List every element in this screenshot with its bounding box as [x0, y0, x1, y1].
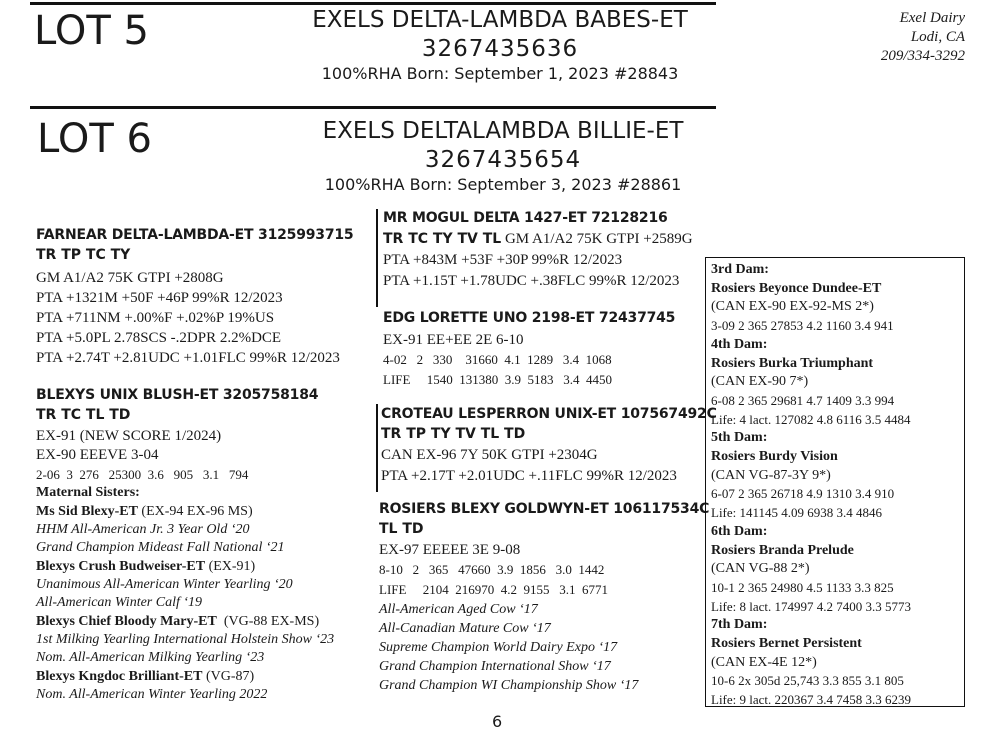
sister-name: Blexys Chief Bloody Mary-ET: [36, 614, 217, 629]
breeder-phone: 209/334-3292: [880, 48, 965, 64]
breeder-city: Lodi, CA: [910, 29, 965, 45]
dam-name: Rosiers Branda Prelude: [711, 542, 854, 558]
dam-codes: TR TC TL TD: [36, 407, 131, 423]
ggdam-record: LIFE 2104 216970 4.2 9155 3.1 6771: [379, 582, 608, 597]
ggdam-honor: Supreme Champion World Dairy Expo ‘17: [379, 640, 618, 655]
mgs2-block: [381, 404, 717, 487]
ggdam-honor: Grand Champion WI Championship Show ‘17: [379, 678, 639, 693]
lot6-registration: 3267435654: [424, 147, 582, 173]
ggdam-honor: All-Canadian Mature Cow ‘17: [379, 621, 551, 636]
lot5-born-line: 100%RHA Born: September 1, 2023 #28843: [321, 64, 679, 83]
lot5-number: LOT 5: [34, 8, 149, 54]
mgs2-line: PTA +2.17T +2.01UDC +.11FLC 99%R 12/2023: [381, 468, 677, 484]
dam-label: 7th Dam:: [711, 617, 768, 633]
lot6-born-line: 100%RHA Born: September 3, 2023 #28861: [324, 175, 682, 194]
dam-score: (CAN EX-90 EX-92-MS 2*): [711, 299, 874, 315]
sire-codes: TR TP TC TY: [36, 247, 131, 263]
maternal-sister: [36, 612, 334, 631]
ggdam-honor: Grand Champion International Show ‘17: [379, 659, 611, 674]
mgs2-codes: TR TP TY TV TL TD: [381, 426, 526, 442]
granddam-record: LIFE 1540 131380 3.9 5183 3.4 4450: [383, 372, 612, 387]
dam-score: (CAN EX-90 7*): [711, 374, 809, 390]
pedigree-bracket: [376, 404, 378, 492]
dam-record: 6-08 2 365 29681 4.7 1409 3.3 994: [711, 392, 895, 408]
dam-record: Life: 4 lact. 127082 4.8 6116 3.5 4484: [711, 411, 911, 427]
maternal-sister: [36, 557, 334, 576]
mgs-codes-line: [383, 228, 693, 250]
mgs-codes: TR TC TY TV TL: [383, 231, 502, 247]
breeder-info: [760, 9, 965, 66]
dam-name: Rosiers Burdy Vision: [711, 449, 838, 465]
mgs-block: [383, 208, 693, 292]
granddam-block: [383, 308, 675, 390]
dam-record: 2-06 3 276 25300 3.6 905 3.1 794: [36, 467, 249, 482]
dam-name: Rosiers Bernet Persistent: [711, 636, 862, 652]
dam-record: 3-09 2 365 27853 4.2 1160 3.4 941: [711, 318, 894, 334]
dam-name: BLEXYS UNIX BLUSH-ET 3205758184: [36, 387, 319, 403]
sister-note: All-American Winter Calf ‘19: [36, 595, 203, 610]
sister-note: HHM All-American Jr. 3 Year Old ‘20: [36, 522, 250, 537]
sister-note: 1st Milking Yearling International Holstein Show ‘23: [36, 632, 335, 647]
mgs2-name: CROTEAU LESPERRON UNIX-ET 107567492C: [381, 406, 717, 422]
dam-record: 6-07 2 365 26718 4.9 1310 3.4 910: [711, 486, 895, 502]
top-rule: [30, 2, 716, 5]
breeder-name: Exel Dairy: [899, 10, 965, 26]
lot5-registration: 3267435636: [421, 36, 579, 62]
sister-score: (VG-88 EX-MS): [216, 614, 320, 629]
ggdam-block: [379, 499, 709, 695]
ancestral-dams-box: [705, 257, 965, 707]
maternal-sister: [36, 667, 334, 686]
dam-label: 3rd Dam:: [711, 262, 769, 277]
dam-label: 5th Dam:: [711, 430, 768, 446]
granddam-record: 4-02 2 330 31660 4.1 1289 3.4 1068: [383, 352, 612, 367]
sister-score: (EX-94 EX-96 MS): [137, 504, 253, 519]
mgs2-line: CAN EX-96 7Y 50K GTPI +2304G: [381, 447, 598, 463]
dam-record: 10-1 2 365 24980 4.5 1133 3.3 825: [711, 579, 894, 595]
lot5-animal-name: EXELS DELTA-LAMBDA BABES-ET: [312, 7, 688, 33]
sister-name: Blexys Kngdoc Brilliant-ET: [36, 669, 203, 684]
sire-block: [36, 225, 353, 368]
sire-line: PTA +1321M +50F +46P 99%R 12/2023: [36, 290, 283, 306]
dam-score: (CAN EX-4E 12*): [711, 654, 817, 670]
dam-label: 4th Dam:: [711, 336, 768, 352]
dam-score: EX-91 (NEW SCORE 1/2024): [36, 428, 222, 444]
mgs-line: PTA +1.15T +1.78UDC +.38FLC 99%R 12/2023: [383, 273, 680, 289]
maternal-sisters-header: Maternal Sisters:: [36, 485, 140, 500]
dam-score: EX-90 EEEVE 3-04: [36, 447, 159, 463]
dam-label: 6th Dam:: [711, 523, 768, 539]
sire-line: GM A1/A2 75K GTPI +2808G: [36, 270, 224, 286]
dam-block: [36, 385, 334, 704]
dam-score: (CAN VG-87-3Y 9*): [711, 467, 831, 483]
sire-line: PTA +711NM +.00%F +.02%P 19%US: [36, 310, 275, 326]
mgs-genomic: GM A1/A2 75K GTPI +2589G: [501, 231, 693, 247]
sire-line: PTA +2.74T +2.81UDC +1.01FLC 99%R 12/2023: [36, 350, 340, 366]
maternal-sister: [36, 502, 334, 521]
ggdam-score: EX-97 EEEEE 3E 9-08: [379, 542, 521, 558]
ggdam-name: ROSIERS BLEXY GOLDWYN-ET 106117534C: [379, 501, 710, 517]
dam-record: Life: 9 lact. 220367 3.4 7458 3.3 6239: [711, 692, 912, 708]
sire-name: FARNEAR DELTA-LAMBDA-ET 3125993715: [36, 227, 354, 243]
lot6-number: LOT 6: [37, 116, 152, 162]
granddam-score: EX-91 EE+EE 2E 6-10: [383, 332, 524, 348]
pedigree-bracket: [376, 209, 378, 307]
mgs-line: PTA +843M +53F +30P 99%R 12/2023: [383, 252, 623, 268]
ggdam-record: 8-10 2 365 47660 3.9 1856 3.0 1442: [379, 562, 605, 577]
sister-note: Nom. All-American Milking Yearling ‘23: [36, 650, 265, 665]
granddam-name: EDG LORETTE UNO 2198-ET 72437745: [383, 310, 676, 326]
lot6-rule: [30, 106, 716, 109]
sister-name: Blexys Crush Budweiser-ET: [36, 559, 206, 574]
dam-name: Rosiers Burka Triumphant: [711, 355, 874, 371]
sister-note: Unanimous All-American Winter Yearling ‘20: [36, 577, 293, 592]
dam-score: (CAN VG-88 2*): [711, 561, 810, 577]
dam-record: Life: 8 lact. 174997 4.2 7400 3.3 5773: [711, 598, 912, 614]
dam-record: Life: 141145 4.09 6938 3.4 4846: [711, 505, 883, 521]
mgs-name: MR MOGUL DELTA 1427-ET 72128216: [383, 210, 668, 226]
sister-note: Grand Champion Mideast Fall National ‘21: [36, 540, 285, 555]
page-number: 6: [492, 712, 503, 731]
ggdam-honor: All-American Aged Cow ‘17: [379, 602, 538, 617]
dam-name: Rosiers Beyonce Dundee-ET: [711, 280, 882, 296]
sister-note: Nom. All-American Winter Yearling 2022: [36, 687, 268, 702]
lot6-animal-name: EXELS DELTALAMBDA BILLIE-ET: [322, 118, 684, 144]
sire-line: PTA +5.0PL 2.78SCS -.2DPR 2.2%DCE: [36, 330, 282, 346]
sister-score: (EX-91): [205, 559, 256, 574]
sister-score: (VG-87): [202, 669, 255, 684]
ggdam-codes: TL TD: [379, 521, 424, 537]
sister-name: Ms Sid Blexy-ET: [36, 504, 138, 519]
dam-record: 10-6 2x 305d 25,743 3.3 855 3.1 805: [711, 673, 904, 689]
